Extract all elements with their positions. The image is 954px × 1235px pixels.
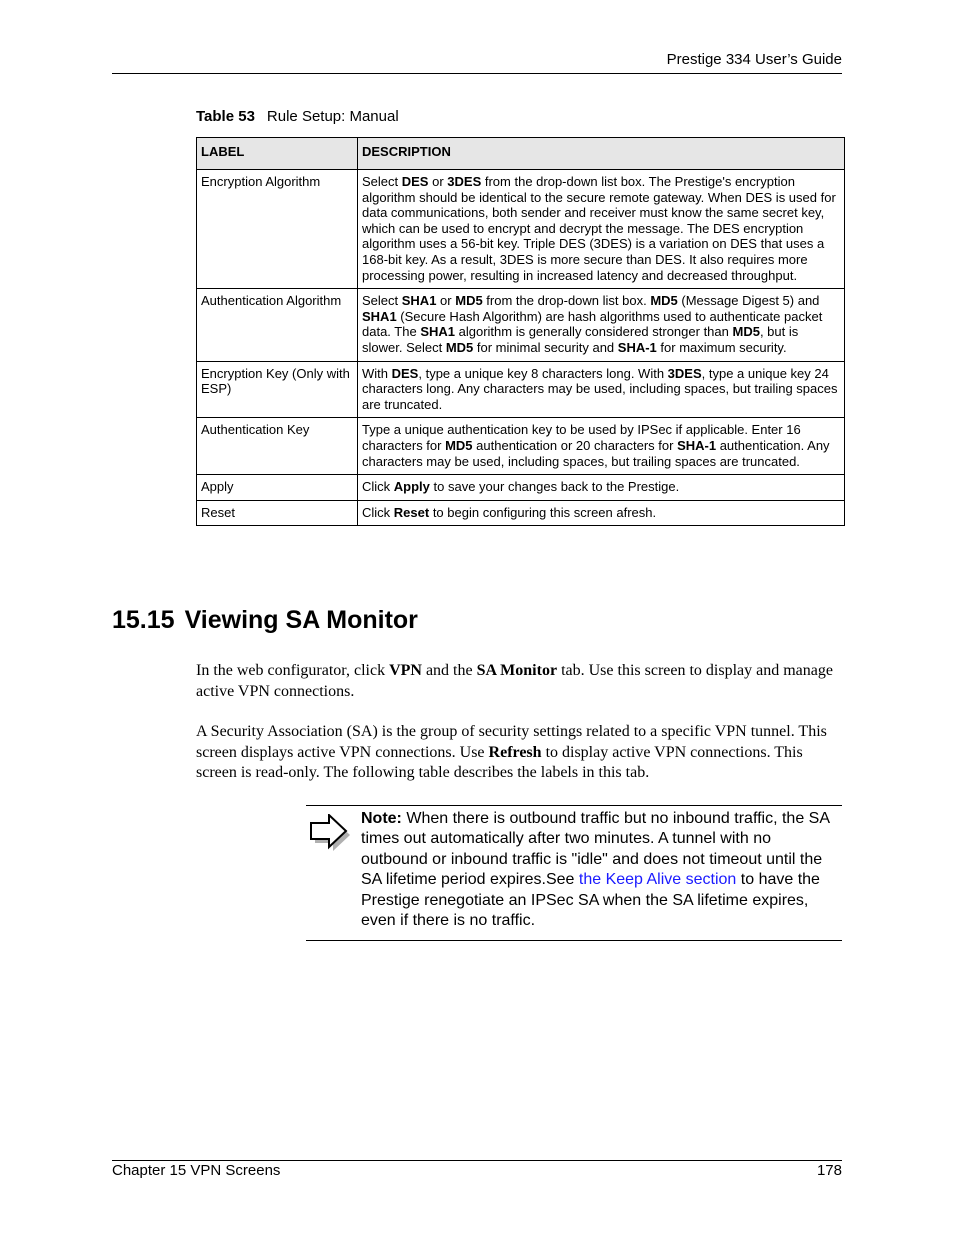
text-run: Click xyxy=(362,504,394,520)
bold-term: Apply xyxy=(393,479,430,495)
bold-term: MD5 xyxy=(455,293,483,309)
bold-term: MD5 xyxy=(732,324,760,340)
header-rule xyxy=(112,73,842,74)
text-run: to display active VPN connections. This screen is read-only. The following table describes the labels in this tab. xyxy=(196,743,803,781)
column-header-label: LABEL xyxy=(197,138,358,170)
note-text-after: to have the Prestige renegotiate an IPSec SA when the SA lifetime expires, even if there is no traffic. xyxy=(361,871,820,930)
row-label: Encryption Key (Only with ESP) xyxy=(197,361,358,418)
keep-alive-link[interactable]: the Keep Alive section xyxy=(578,871,737,889)
row-label: Apply xyxy=(197,475,358,501)
bold-term: MD5 xyxy=(445,339,474,355)
text-run: authentication. Any characters may be used, including spaces, but trailing spaces are truncated. xyxy=(362,437,830,469)
row-description xyxy=(358,289,845,361)
row-description xyxy=(358,170,845,289)
text-run: algorithm is generally considered stronger than xyxy=(455,324,733,340)
text-run: A Security Association (SA) is the group of security settings related to a specific VPN tunnel. This screen displays active VPN connections. Use xyxy=(196,723,827,761)
table-row xyxy=(197,361,845,418)
arrow-right-icon xyxy=(308,814,352,859)
bold-term: MD5 xyxy=(445,437,473,453)
bold-term: SHA1 xyxy=(362,308,397,324)
bold-term: DES xyxy=(401,174,429,189)
table-row xyxy=(197,475,845,501)
text-run: to begin configuring this screen afresh. xyxy=(429,504,657,520)
row-label: Authentication Key xyxy=(197,418,358,475)
column-header-description: DESCRIPTION xyxy=(358,138,845,170)
text-run: In the web configurator, click xyxy=(196,662,390,679)
table-caption-title: Rule Setup: Manual xyxy=(266,108,399,125)
footer-chapter: Chapter 15 VPN Screens xyxy=(112,1162,281,1179)
text-run: tab. Use this screen to display and manage active VPN connections. xyxy=(196,662,833,700)
text-run: With xyxy=(362,365,392,381)
bold-term: Refresh xyxy=(488,743,542,761)
section-number: 15.15 xyxy=(112,606,175,634)
bold-term: 3DES xyxy=(667,365,702,381)
footer-page-number: 178 xyxy=(816,1162,842,1179)
bold-term: 3DES xyxy=(447,174,482,189)
bold-term: VPN xyxy=(389,662,422,679)
table-header-row xyxy=(197,138,845,170)
bold-term: SA Monitor xyxy=(476,662,558,679)
intro-paragraph xyxy=(196,661,846,702)
text-run: or xyxy=(436,293,456,309)
text-run: Select xyxy=(362,174,402,189)
text-run: from the drop-down list box. xyxy=(482,293,651,309)
bold-term: SHA1 xyxy=(420,324,455,340)
section-title: Viewing SA Monitor xyxy=(184,606,418,634)
table-caption xyxy=(196,108,399,125)
row-label: Authentication Algorithm xyxy=(197,289,358,361)
text-run: , type a unique key 8 characters long. With xyxy=(418,365,668,381)
text-run: and the xyxy=(421,662,477,679)
text-run: Type a unique authentication key to be used by IPSec if applicable. Enter 16 characters for xyxy=(362,422,801,453)
text-run: Select xyxy=(362,293,402,309)
bold-term: SHA1 xyxy=(401,293,437,309)
text-run: , but is slower. Select xyxy=(362,324,799,355)
note-text xyxy=(361,809,839,931)
text-run: for minimal security and xyxy=(473,339,618,355)
row-label: Reset xyxy=(197,500,358,526)
text-run: to save your changes back to the Prestige. xyxy=(429,479,680,495)
text-run: , type a unique key 24 characters long. Any characters may be used, including spaces, but trailing spaces are truncated. xyxy=(362,365,838,412)
footer-rule xyxy=(112,1160,842,1161)
row-description xyxy=(358,361,845,418)
sa-description-paragraph xyxy=(196,722,846,784)
text-run: for maximum security. xyxy=(656,339,787,355)
bold-term: Reset xyxy=(393,504,430,520)
note-text-before: When there is outbound traffic but no inbound traffic, the SA times out automatically after two minutes. A tunnel with no outbound or inbound traffic is "idle" and does not timeout until the SA lifetime period expires.See xyxy=(361,810,830,889)
text-run: or xyxy=(428,174,448,189)
bold-term: SHA-1 xyxy=(677,437,717,453)
bold-term: DES xyxy=(391,365,419,381)
table-caption-number: Table 53 xyxy=(196,108,255,125)
row-description xyxy=(358,500,845,526)
running-header-title: Prestige 334 User’s Guide xyxy=(666,51,842,68)
text-run: authentication or 20 characters for xyxy=(472,437,678,453)
note-box xyxy=(306,805,842,941)
table-body xyxy=(197,170,845,526)
section-heading xyxy=(112,606,418,635)
table-row xyxy=(197,170,845,289)
bold-term: SHA-1 xyxy=(617,339,657,355)
text-run: (Secure Hash Algorithm) are hash algorithms used to authenticate packet data. The xyxy=(362,308,823,340)
text-run: from the drop-down list box. The Prestige's encryption algorithm should be identical to the secure remote gateway. When DES is used for data communications, both sender and receiver must know the same secret key, which can be used to encrypt and decrypt the message. The DES encryption algorithm uses a 56-bit key. Triple DES (3DES) is a variation on DES that uses a 168-bit key. As a result, 3DES is more secure than DES. It also requires more processing power, resulting in increased latency and decreased throughput. xyxy=(362,174,836,283)
row-label: Encryption Algorithm xyxy=(197,170,358,289)
bold-term: MD5 xyxy=(650,293,678,309)
note-label: Note: xyxy=(361,810,402,827)
row-description xyxy=(358,475,845,501)
rule-setup-table xyxy=(196,137,845,526)
table-row xyxy=(197,500,845,526)
table-row xyxy=(197,289,845,361)
row-description xyxy=(358,418,845,475)
text-run: Click xyxy=(362,479,394,495)
table-row xyxy=(197,418,845,475)
text-run: (Message Digest 5) and xyxy=(677,293,820,309)
